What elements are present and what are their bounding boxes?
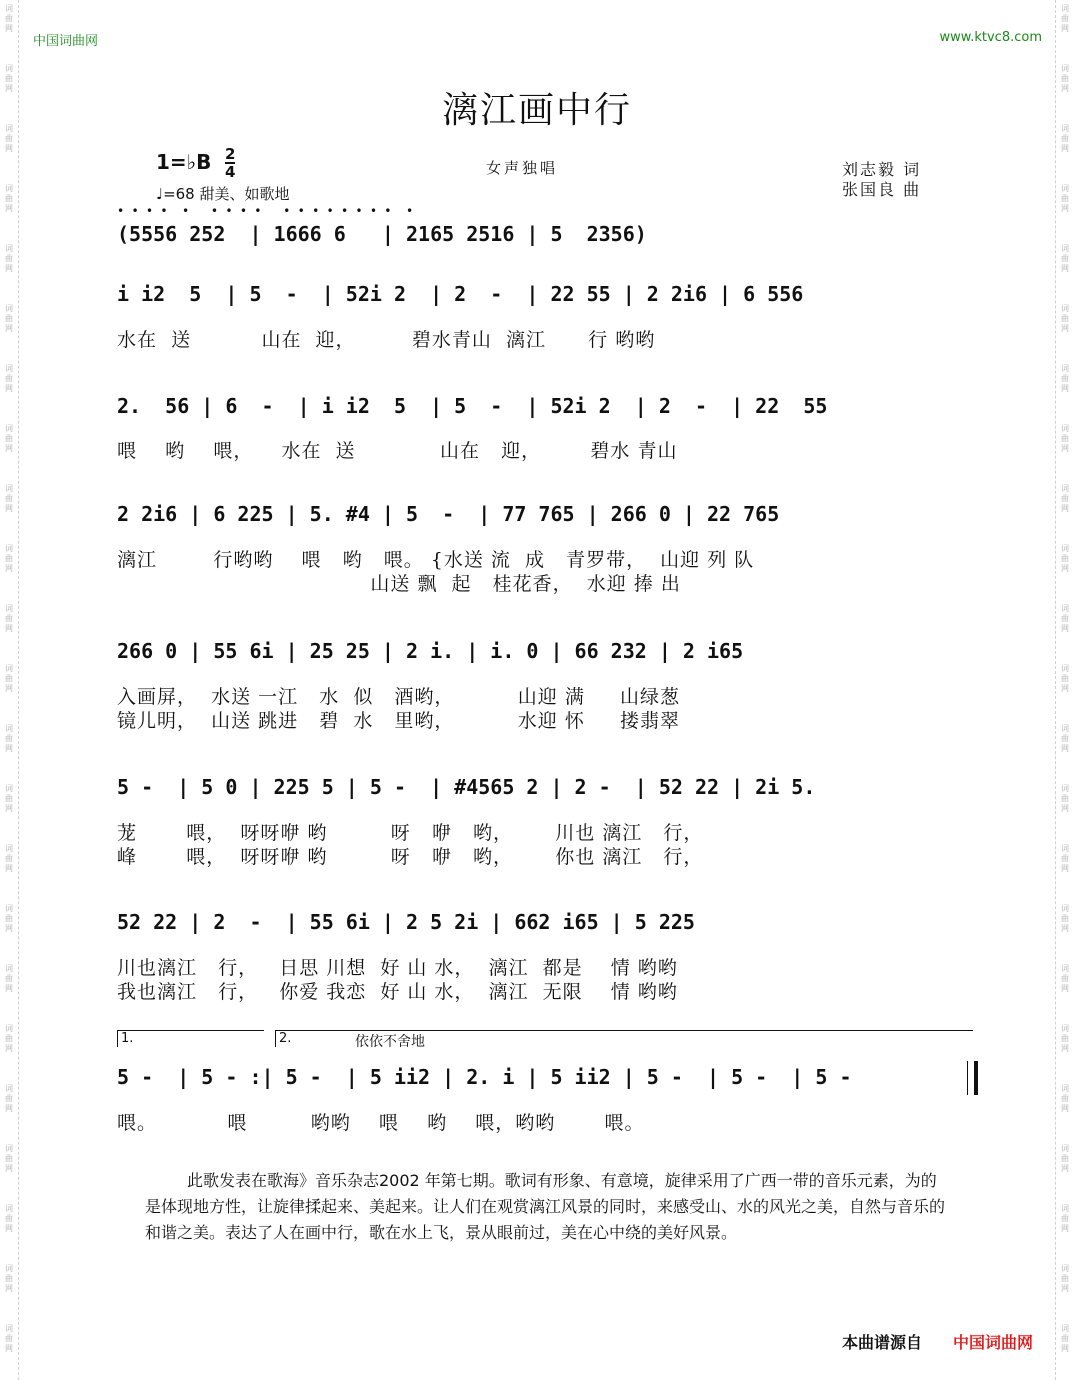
performer-label: 女声独唱 (486, 159, 559, 177)
watermark-text: 词曲网 (5, 424, 13, 453)
footer-brand-link[interactable]: 中国词曲网 (953, 1333, 1034, 1352)
left-watermark-strip (0, 0, 19, 1380)
notation-row-1: (5556 252 | 1666 6 | 2165 2516 | 5 2356) (117, 222, 647, 246)
watermark-text: 词曲网 (5, 784, 13, 813)
time-sig-bottom: 4 (225, 163, 236, 181)
notation-row-3: 2. 56 | 6 - | i i2 5 | 5 - | 52i 2 | 2 - | 22 55 (117, 394, 828, 418)
watermark-text: 词曲网 (5, 724, 13, 753)
site-url-right[interactable]: www.ktvc8.com (939, 30, 1042, 45)
time-sig-top: 2 (225, 145, 236, 163)
composer-note-paragraph: 此歌发表在歌海》音乐杂志2002 年第七期。歌词有形象、有意境，旋律采用了广西一带的音乐元素，为的是体现地方性，让旋律揉起来、美起来。让人们在观赏漓江风景的同时，来感受山、水的风光之美，自然与音乐的和谐之美。表达了人在画中行，歌在水上飞，景从眼前过，美在心中绕的美好风景。 (145, 1171, 946, 1242)
watermark-text: 词曲网 (5, 1084, 13, 1113)
watermark-text: 词曲网 (5, 244, 13, 273)
watermark-text: 词曲网 (1061, 1024, 1069, 1053)
lyric-row-2: 水在 送 山在 迎， 碧水青山 漓江 行 哟哟 (117, 329, 656, 351)
lyric-row-6-verse-1: 茏 喂， 呀呀咿 哟 呀 咿 哟， 川也 漓江 行， (117, 822, 704, 844)
watermark-text: 词曲网 (5, 484, 13, 513)
watermark-text: 词曲网 (5, 64, 13, 93)
notation-row-8: 5 - | 5 - :| 5 - | 5 ii2 | 2. i | 5 ii2 | 5 - | 5 - | 5 - (117, 1065, 852, 1089)
watermark-text: 词曲网 (5, 544, 13, 573)
watermark-text: 词曲网 (1061, 124, 1069, 153)
watermark-text: 词曲网 (5, 1264, 13, 1293)
watermark-text: 词曲网 (5, 844, 13, 873)
final-barline (967, 1061, 978, 1095)
watermark-text: 词曲网 (1061, 784, 1069, 813)
watermark-text: 词曲网 (1061, 604, 1069, 633)
watermark-text: 词曲网 (5, 184, 13, 213)
watermark-text: 词曲网 (1061, 664, 1069, 693)
notation-row-5: 266 0 | 55 6i | 25 25 | 2 i. | i. 0 | 66 232 | 2 i65 (117, 639, 744, 663)
watermark-text: 词曲网 (5, 1204, 13, 1233)
watermark-text: 词曲网 (1061, 724, 1069, 753)
first-ending-bracket: 1. (117, 1030, 264, 1047)
watermark-text: 词曲网 (5, 124, 13, 153)
watermark-text: 词曲网 (5, 364, 13, 393)
lyricist-credit: 刘志毅 词 (842, 160, 922, 179)
watermark-text: 词曲网 (1061, 484, 1069, 513)
watermark-text: 词曲网 (5, 304, 13, 333)
watermark-text: 词曲网 (5, 1024, 13, 1053)
lyric-row-6-verse-2: 峰 喂， 呀呀咿 哟 呀 咿 哟， 你也 漓江 行， (117, 846, 704, 868)
watermark-text: 词曲网 (1061, 64, 1069, 93)
watermark-text: 词曲网 (1061, 904, 1069, 933)
watermark-text: 词曲网 (1061, 424, 1069, 453)
watermark-text: 词曲网 (5, 904, 13, 933)
lyric-row-4-verse-2: 山送 飘 起 桂花香， 水迎 捧 出 (117, 573, 681, 595)
song-title: 漓江画中行 (441, 90, 632, 131)
site-name-left[interactable]: 中国词曲网 (33, 34, 99, 49)
watermark-text: 词曲网 (1061, 4, 1069, 33)
notation-row-4: 2 2i6 | 6 225 | 5. #4 | 5 - | 77 765 | 266 0 | 22 765 (117, 502, 780, 526)
watermark-text: 词曲网 (1061, 184, 1069, 213)
watermark-text: 词曲网 (1061, 364, 1069, 393)
expression-marking: 依依不舍地 (355, 1034, 425, 1050)
lyric-row-7-verse-2: 我也漓江 行， 你爱 我恋 好 山 水， 漓江 无限 情 哟哟 (117, 981, 678, 1003)
lyric-row-5-verse-1: 入画屏， 水送 一江 水 似 酒哟， 山迎 满 山绿葱 (117, 686, 681, 708)
watermark-text: 词曲网 (1061, 1144, 1069, 1173)
watermark-text: 词曲网 (1061, 1324, 1069, 1353)
lyric-row-3: 喂 哟 喂， 水在 送 山在 迎， 碧水 青山 (117, 440, 678, 462)
watermark-text: 词曲网 (5, 1324, 13, 1353)
lyric-row-8: 喂。 喂 哟哟 喂 哟 喂，哟哟 喂。 (117, 1112, 645, 1134)
watermark-text: 词曲网 (1061, 544, 1069, 573)
watermark-text: 词曲网 (1061, 1084, 1069, 1113)
tempo-marking: ♩=68 甜美、如歌地 (156, 185, 290, 203)
right-watermark-strip (1055, 0, 1074, 1380)
watermark-text: 词曲网 (1061, 1264, 1069, 1293)
watermark-text: 词曲网 (5, 604, 13, 633)
notation-row-6: 5 - | 5 0 | 225 5 | 5 - | #4565 2 | 2 - | 52 22 | 2i 5. (117, 775, 816, 799)
lyric-row-5-verse-2: 镜儿明， 山送 跳进 碧 水 里哟， 水迎 怀 搂翡翠 (117, 710, 681, 732)
watermark-text: 词曲网 (5, 1144, 13, 1173)
watermark-text: 词曲网 (5, 4, 13, 33)
notation-row-2: i i2 5 | 5 - | 52i 2 | 2 - | 22 55 | 2 2i6 | 6 556 (117, 282, 804, 306)
watermark-text: 词曲网 (1061, 244, 1069, 273)
watermark-text: 词曲网 (5, 964, 13, 993)
watermark-text: 词曲网 (5, 664, 13, 693)
key-signature: 1=♭B (156, 150, 212, 174)
watermark-text: 词曲网 (1061, 304, 1069, 333)
lyric-row-7-verse-1: 川也漓江 行， 日思 川想 好 山 水， 漓江 都是 情 哟哟 (117, 957, 678, 979)
time-signature (225, 146, 235, 180)
watermark-text: 词曲网 (1061, 1204, 1069, 1233)
octave-dots-row-1: • • • • • • • • • • • • • • • • • • (117, 204, 414, 218)
lyric-row-4-verse-1: 漓江 行哟哟 喂 哟 喂。 {水送 流 成 青罗带， 山迎 列 队 (117, 549, 755, 571)
composer-credit: 张国良 曲 (842, 180, 922, 199)
notation-row-7: 52 22 | 2 - | 55 6i | 2 5 2i | 662 i65 | 5 225 (117, 910, 695, 934)
watermark-text: 词曲网 (1061, 844, 1069, 873)
footer-source-label: 本曲谱源自 (842, 1333, 923, 1352)
second-ending-bracket: 2. (275, 1030, 973, 1047)
watermark-text: 词曲网 (1061, 964, 1069, 993)
